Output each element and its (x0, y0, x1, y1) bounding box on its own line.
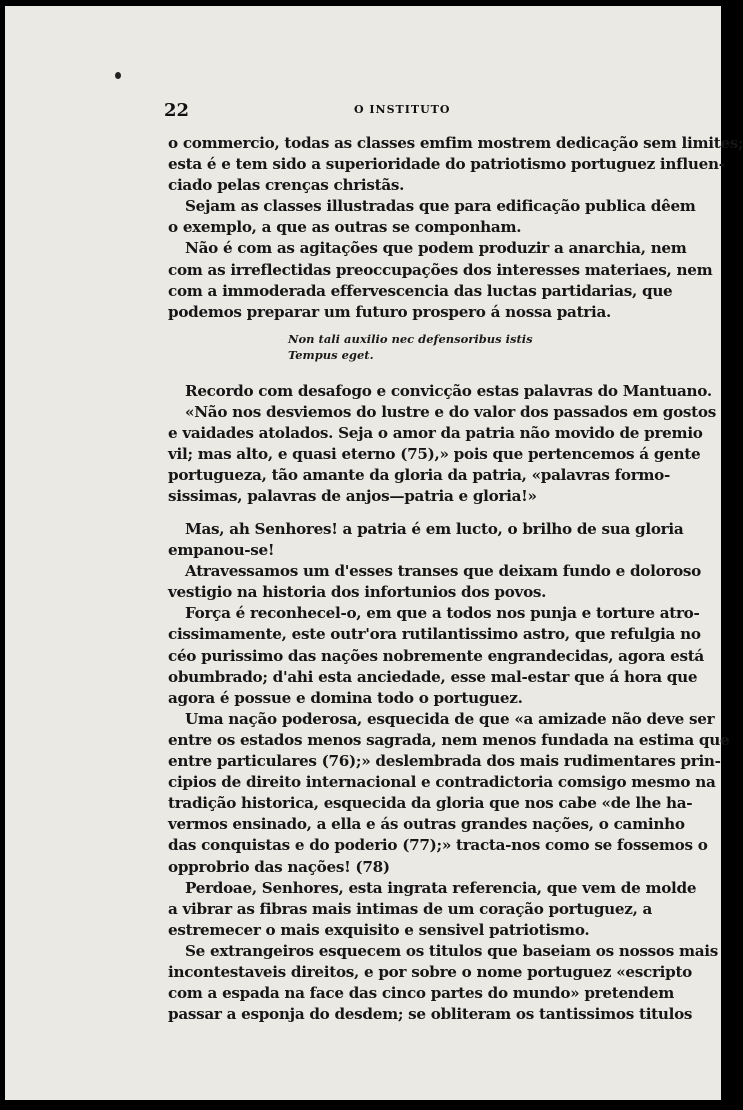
text-line: Se extrangeiros esquecem os titulos que baseiam os nossos mais (185, 941, 719, 960)
running-title: O INSTITUTO (354, 103, 451, 116)
text-line: passar a esponja do desdem; se obliteram os tantissimos titulos (168, 1005, 693, 1024)
latin-quote (288, 331, 533, 363)
page-number: 22 (164, 100, 190, 121)
text-line: céo purissimo das nações nobremente engrandecidas, agora está (168, 646, 704, 665)
text-line: portugueza, tão amante da gloria da patria, «palavras formo- (168, 466, 671, 485)
text-line: Sejam as classes illustradas que para edificação publica dêem (185, 197, 696, 216)
text-line: Recordo com desafogo e convicção estas palavras do Mantuano. (185, 382, 712, 400)
text-line: das conquistas e do poderio (77);» tracta-nos como se fossemos o (168, 836, 708, 855)
text-line: vil; mas alto, e quasi eterno (75),» pois que pertencemos á gente (168, 445, 701, 464)
text-line: ciado pelas crenças christãs. (168, 176, 405, 195)
ink-speck (115, 72, 121, 79)
text-line: obumbrado; d'ahi esta anciedade, esse mal-estar que á hora que (168, 667, 698, 686)
text-line: cissimamente, este outr'ora rutilantissimo astro, que refulgia no (168, 625, 701, 644)
text-block-bottom (168, 519, 730, 1025)
text-block-top (168, 133, 743, 323)
text-line: Não é com as agitações que podem produzir a anarchia, nem (185, 239, 687, 258)
text-line: entre particulares (76);» deslembrada dos mais rudimentares prin- (168, 752, 721, 771)
text-line: estremecer o mais exquisito e sensivel patriotismo. (168, 920, 590, 939)
text-line: o exemplo, a que as outras se componham. (168, 218, 522, 237)
text-line: vermos ensinado, a ella e ás outras grandes nações, o caminho (168, 815, 685, 834)
text-line: Perdoae, Senhores, esta ingrata referencia, que vem de molde (185, 878, 697, 897)
text-line: a vibrar as fibras mais intimas de um coração portuguez, a (168, 899, 653, 918)
text-line: o commercio, todas as classes emfim mostrem dedicação sem limites; (168, 134, 743, 152)
text-line: Força é reconhecel-o, em que a todos nos punja e torture atro- (185, 604, 700, 623)
text-line: entre os estados menos sagrada, nem menos fundada na estima que (168, 730, 730, 749)
quote-line: Non tali auxilio nec defensoribus istis (288, 332, 533, 346)
text-line: tradição historica, esquecida da gloria que nos cabe «de lhe ha- (168, 794, 693, 813)
text-line: agora é possue e domina todo o portuguez. (168, 688, 523, 707)
text-line: com a immoderada effervescencia das luctas partidarias, que (168, 281, 673, 300)
text-line: incontestaveis direitos, e por sobre o nome portuguez «escripto (168, 962, 692, 981)
text-line: Mas, ah Senhores! a patria é em lucto, o brilho de sua gloria (185, 520, 684, 538)
text-block-middle (168, 381, 716, 508)
text-line: sissimas, palavras de anjos—patria e gloria!» (168, 487, 537, 506)
text-line: cipios de direito internacional e contradictoria comsigo mesmo na (168, 773, 716, 792)
quote-line: Tempus eget. (288, 348, 374, 362)
text-line: Atravessamos um d'esses transes que deixam fundo e doloroso (185, 562, 702, 581)
text-line: esta é e tem sido a superioridade do patriotismo portuguez influen- (168, 155, 725, 174)
text-line: empanou-se! (168, 541, 275, 560)
page-header (164, 100, 634, 124)
text-line: opprobrio das nações! (78) (168, 857, 390, 876)
document-page (5, 6, 743, 1100)
text-line: Uma nação poderosa, esquecida de que «a amizade não deve ser (185, 709, 715, 728)
text-line: vestigio na historia dos infortunios dos povos. (168, 583, 547, 602)
text-line: com as irreflectidas preoccupações dos interesses materiaes, nem (168, 260, 713, 279)
text-line: «Não nos desviemos do lustre e do valor dos passados em gostos (185, 403, 716, 422)
text-line: com a espada na face das cinco partes do mundo» pretendem (168, 984, 675, 1003)
text-line: podemos preparar um futuro prospero á nossa patria. (168, 302, 612, 321)
text-line: e vaidades atolados. Seja o amor da patria não movido de premio (168, 424, 703, 443)
